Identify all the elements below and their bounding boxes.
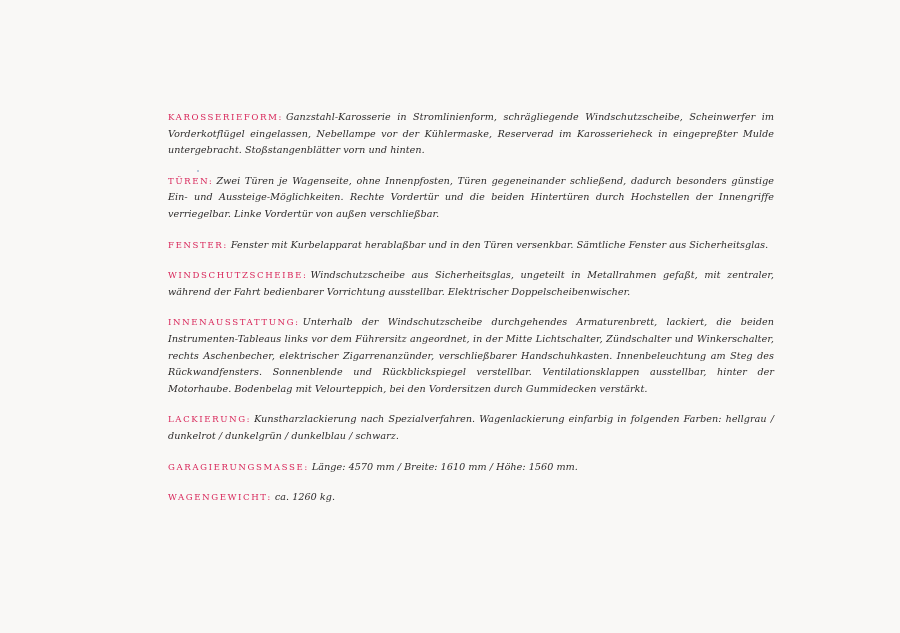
section-text: ca. 1260 kg.: [274, 492, 336, 504]
section-text: Unterhalb der Windschutzscheibe durchgehendes Armaturenbrett, lackiert, die beiden Instrumenten-Tableaus links vor dem Führersitz angeordnet, in der Mitte Lichtschalter, Zündschalter und Winkerschalter, rechts Aschenbecher, elektrischer Zigarrenanzünder, verschließbarer Handschuhkasten. Innenbeleuchtung am Steg des Rückwandfensters. Sonnenblende und Rückblickspiegel verstellbar. Ventilationsklappen ausstellbar, hinter der Motorhaube. Bodenbelag mit Velourteppich, bei den Vordersitzen durch Gummidecken verstärkt.: [168, 317, 774, 395]
section-karosserieform: [168, 110, 774, 160]
specification-text: [168, 110, 774, 521]
section-lackierung: [168, 412, 774, 445]
section-windschutzscheibe: [168, 268, 774, 301]
section-fenster: [168, 238, 774, 255]
section-label: INNENAUSSTATTUNG:: [168, 318, 300, 329]
section-label: KAROSSERIEFORM:: [168, 113, 284, 123]
section-tueren: [168, 174, 774, 224]
section-garagierungsmasse: [168, 460, 774, 477]
section-wagengewicht: [168, 490, 774, 507]
section-text: Kunstharzlackierung nach Spezialverfahren. Wagenlackierung einfarbig in folgenden Farben: hellgrau / dunkelrot / dunkelgrün / dunkelblau / schwarz.: [168, 414, 774, 442]
section-label: FENSTER:: [168, 240, 228, 251]
section-label: WAGENGEWICHT:: [168, 493, 272, 504]
section-label: WINDSCHUTZSCHEIBE:: [168, 271, 308, 282]
section-text: Zwei Türen je Wagenseite, ohne Innenpfosten, Türen gegeneinander schließend, dadurch besonders günstige Ein- und Aussteige-Möglichkeiten. Rechte Vordertür und die beiden Hintertüren durch Hochstellen der Innengriffe verriegelbar. Linke Vordertür von außen verschließbar.: [168, 175, 774, 220]
section-text: Ganzstahl-Karosserie in Stromlinienform, schrägliegende Windschutzscheibe, Scheinwerfer im Vorderkotflügel eingelassen, Nebellampe vor der Kühlermaske, Reserverad im Karosserieheck in eingepreßter Mulde untergebracht. Stoßstangenblätter vorn und hinten.: [168, 112, 774, 157]
section-innenausstattung: [168, 315, 774, 398]
section-text: Windschutzscheibe aus Sicherheitsglas, ungeteilt in Metallrahmen gefaßt, mit zentraler, während der Fahrt bedienbarer Vorrichtung ausstellbar. Elektrischer Doppelscheibenwischer.: [168, 270, 774, 298]
section-text: Fenster mit Kurbelapparat herablaßbar und in den Türen versenkbar. Sämtliche Fenster aus Sicherheitsglas.: [230, 239, 769, 251]
section-label: TÜREN:: [168, 176, 214, 187]
section-text: Länge: 4570 mm / Breite: 1610 mm / Höhe: 1560 mm.: [311, 461, 578, 473]
section-label: LACKIERUNG:: [168, 415, 252, 426]
section-label: GARAGIERUNGSMASSE:: [168, 462, 309, 473]
